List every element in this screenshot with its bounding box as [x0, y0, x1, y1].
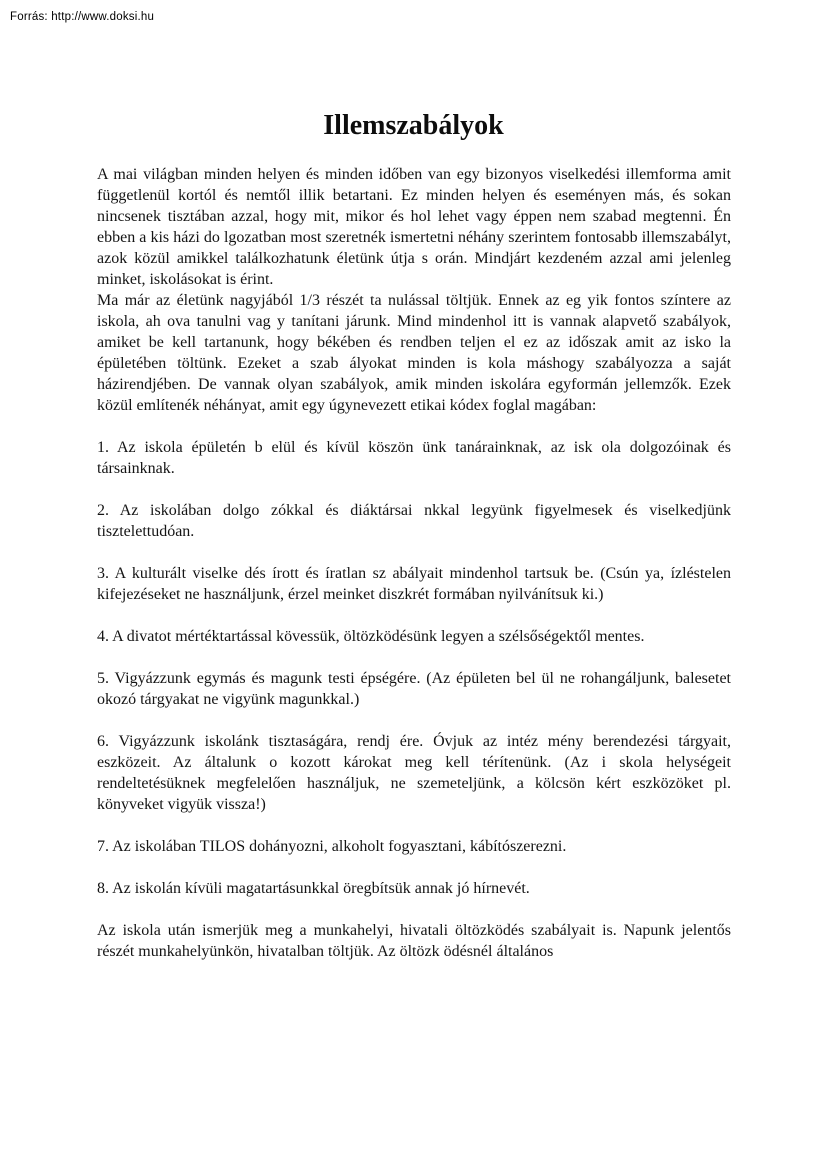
school-intro-paragraph: Ma már az életünk nagyjából 1/3 részét ta nulással töltjük. Ennek az eg yik fontos színtere az iskola, ah ova tanulni vag y tanítani járunk. Mind mindenhol itt is vannak alapvető szabályok, amiket be kell tartanunk, hogy békében és rendben teljen el ez az időszak amit az isko la épületében töltünk. Ezeket a szab ályokat minden is kola máshogy szabályozza a saját házirendjében. De vannak olyan szabályok, amik minden iskolára egyformán jellemzők. Ezek közül említenék néhányat, amit egy úgynevezett etikai kódex foglal magában: — [97, 292, 731, 414]
source-url-label: Forrás: http://www.doksi.hu — [10, 11, 155, 23]
closing-paragraph: Az iskola után ismerjük meg a munkahelyi, hivatali öltözködés szabályait is. Napunk jelentős részét munkahelyünkön, hivatalban töltjük. Az öltözk ödésnél általános — [97, 922, 731, 960]
rule-item-1: 1. Az iskola épületén b elül és kívül köszön ünk tanárainknak, az isk ola dolgozóinak és társainknak. — [97, 439, 731, 477]
rule-item-7: 7. Az iskolában TILOS dohányozni, alkoholt fogyasztani, kábítószerezni. — [97, 838, 567, 855]
rule-item-5: 5. Vigyázzunk egymás és magunk testi épségére. (Az épületen bel ül ne rohangáljunk, balesetet okozó tárgyakat ne vigyünk magunkkal.) — [97, 670, 731, 708]
rule-item-8: 8. Az iskolán kívüli magatartásunkkal öregbítsük annak jó hírnevét. — [97, 880, 530, 897]
page-title: Illemszabályok — [323, 110, 504, 141]
rule-item-4: 4. A divatot mértéktartással kövessük, öltözködésünk legyen a szélsőségektől mentes. — [97, 628, 645, 645]
rule-item-3: 3. A kulturált viselke dés írott és íratlan sz abályait mindenhol tartsuk be. (Csún ya, ízléstelen kifejezéseket ne használjunk, érzel meinket diszkrét formában nyilvánítsuk ki.) — [97, 565, 731, 603]
rule-item-2: 2. Az iskolában dolgo zókkal és diáktársai nkkal legyünk figyelmesek és viselkedjünk tisztelettudóan. — [97, 502, 731, 540]
document-body — [97, 164, 731, 962]
rule-item-6: 6. Vigyázzunk iskolánk tisztaságára, rendj ére. Óvjuk az intéz mény berendezési tárgyait, eszközeit. Az általunk o kozott károkat meg kell térítenünk. (Az i skola helységeit rendeltetésüknek megfelelően használjuk, ne szemeteljünk, a kölcsön kért eszközöket pl. könyveket vigyük vissza!) — [97, 733, 731, 813]
intro-paragraph: A mai világban minden helyen és minden időben van egy bizonyos viselkedési illemforma amit függetlenül kortól és nemtől illik betartani. Ez minden helyen és eseményen más, és sokan nincsenek tisztában azzal, hogy mit, mikor és hol lehet vagy éppen nem szabad megtenni. Én ebben a kis házi do lgozatban most szeretnék ismertetni néhány szerintem fontosabb illemszabályt, azok közül amikkel találkozhatunk életünk útja s orán. Mindjárt kezdeném azzal ami jelenleg minket, iskolásokat is érint. — [97, 166, 731, 288]
